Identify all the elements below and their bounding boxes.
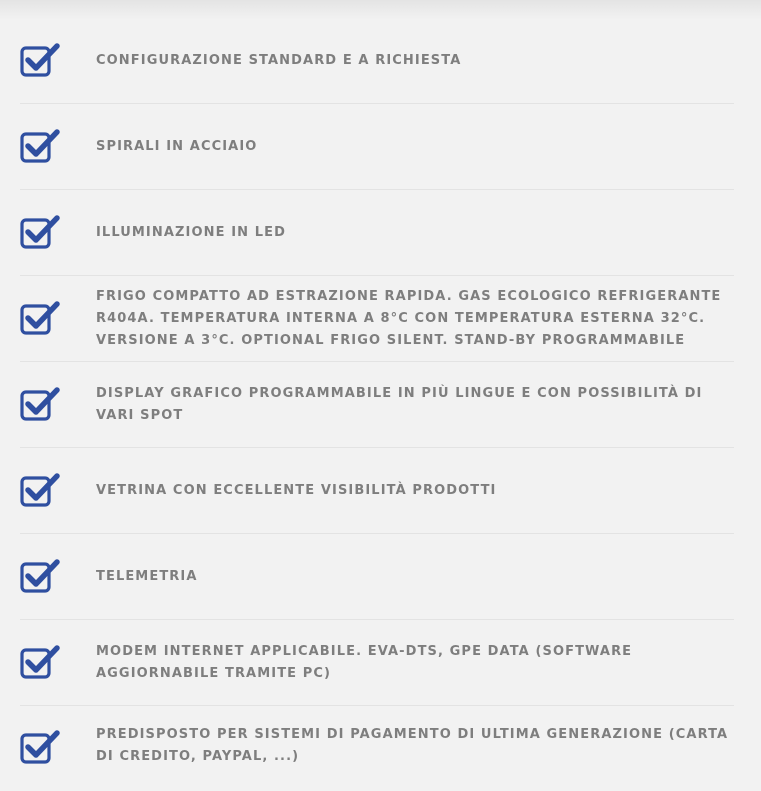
- feature-text: MODEM INTERNET APPLICABILE. EVA-DTS, GPE DATA (SOFTWARE AGGIORNABILE TRAMITE PC): [96, 643, 633, 681]
- feature-text: FRIGO COMPATTO AD ESTRAZIONE RAPIDA. GAS ECOLOGICO REFRIGERANTE R404A. TEMPERATURA INTERNA A 8°C CON TEMPERATURA ESTERNA 32°C. VERSIONE A 3°C. OPTIONAL FRIGO SILENT. STAND-BY PROGRAMMABILE: [96, 288, 722, 348]
- feature-text: VETRINA CON ECCELLENTE VISIBILITÀ PRODOTTI: [96, 482, 497, 498]
- checkbox-checked-icon: [20, 387, 60, 421]
- feature-text: TELEMETRIA: [96, 568, 198, 584]
- checkbox-checked-icon: [20, 559, 60, 593]
- checkbox-checked-icon: [20, 730, 60, 764]
- checkbox-checked-icon: [20, 129, 60, 163]
- feature-item: [20, 534, 734, 620]
- feature-item: [20, 190, 734, 276]
- checkbox-checked-icon: [20, 645, 60, 679]
- feature-text: PREDISPOSTO PER SISTEMI DI PAGAMENTO DI ULTIMA GENERAZIONE (CARTA DI CREDITO, PAYPAL, ...): [96, 727, 729, 764]
- checkbox-checked-icon: [20, 473, 60, 507]
- feature-item: [20, 362, 734, 448]
- feature-item: [20, 18, 734, 104]
- feature-item: [20, 448, 734, 534]
- feature-item: [20, 104, 734, 190]
- feature-text: CONFIGURAZIONE STANDARD E A RICHIESTA: [96, 52, 462, 68]
- checkbox-checked-icon: [20, 43, 60, 77]
- feature-text: DISPLAY GRAFICO PROGRAMMABILE IN PIÙ LINGUE E CON POSSIBILITÀ DI VARI SPOT: [96, 385, 703, 423]
- checkbox-checked-icon: [20, 301, 60, 335]
- feature-list: [20, 18, 734, 791]
- feature-text: SPIRALI IN ACCIAIO: [96, 138, 258, 154]
- checkbox-checked-icon: [20, 215, 60, 249]
- feature-item: [20, 276, 734, 362]
- top-shadow: [0, 0, 761, 20]
- feature-text: ILLUMINAZIONE IN LED: [96, 224, 287, 240]
- feature-item: [20, 620, 734, 706]
- feature-item: [20, 706, 734, 791]
